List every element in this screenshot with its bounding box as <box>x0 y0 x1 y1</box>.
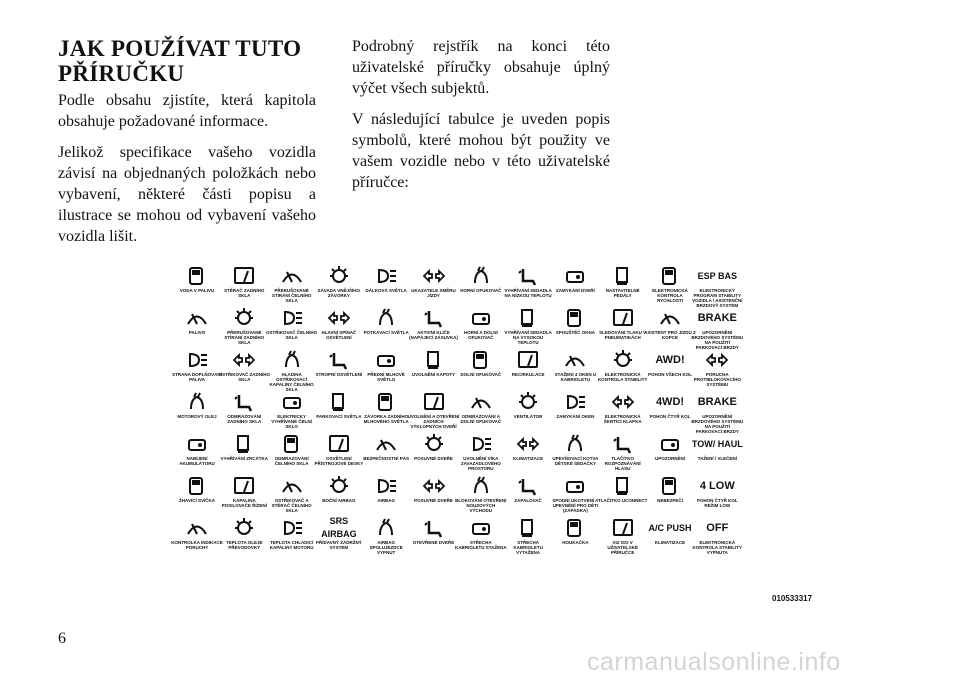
water-in-fuel-icon <box>171 265 223 287</box>
hazard-2-icon <box>644 475 696 497</box>
headlight-switch-icon <box>313 307 365 329</box>
symbol-label: STAŽENÍ 4 OKEN U KABRIOLETU <box>554 372 597 382</box>
symbol-cell <box>597 391 649 424</box>
symbol-cell <box>691 349 743 387</box>
liftgate-open-icon <box>408 391 460 413</box>
symbol-label: NASTAVITELNÉ PEDÁLY <box>605 288 640 298</box>
intermittent-rear-wiper-icon <box>218 307 270 329</box>
symbol-label: HOUKAČKA <box>562 540 589 545</box>
4wd-icon <box>644 349 696 371</box>
symbol-label: VYHŘÍVÁNÍ ZRCÁTKA <box>220 456 269 461</box>
symbol-label: POHON ČTYŘ KOL <box>649 414 691 419</box>
voice-icon <box>597 433 649 455</box>
transmission-temp-icon <box>218 517 270 539</box>
4-low-icon <box>691 475 743 497</box>
symbol-cell <box>691 517 743 555</box>
symbol-cell <box>313 391 365 419</box>
symbol-cell <box>597 475 649 503</box>
symbol-label: SPODNÍ UKOTVENÍ A UPEVNĚNÍ PRO DĚTI (ZÁPADKA) <box>552 498 599 513</box>
tire-pressure-icon <box>597 307 649 329</box>
symbol-label: NABÍJENÍ AKUMULÁTORU <box>179 456 215 466</box>
page-heading: JAK POUŽÍVAT TUTO PŘÍRUČKU <box>58 36 302 86</box>
windshield-fluid-icon <box>266 349 318 371</box>
symbol-cell <box>171 265 223 293</box>
symbol-label: ELEKTRONICKÁ KONTROLA STABILITY <box>597 372 648 382</box>
symbol-text: ESP BAS <box>697 270 737 281</box>
symbol-label: KLIMATIZACE <box>513 456 544 461</box>
symbol-cell <box>266 475 318 513</box>
symbol-label: VODA V PALIVU <box>179 288 215 293</box>
symbol-cell <box>691 265 743 308</box>
symbol-label: ELEKTRONICKÝ PROGRAM STABILITY VOZIDLA / ASISTENČNÍ BRZDOVÝ SYSTÉM <box>692 288 743 308</box>
symbol-cell <box>171 475 223 503</box>
symbol-cell <box>455 517 507 550</box>
symbol-label: HLADINA OSTŘIKOVACÍ KAPALINY ČELNÍHO SKLA <box>269 372 314 392</box>
symbol-label: TEPLOTA CHLADICÍ KAPALINY MOTORU <box>269 540 314 550</box>
climate-icon <box>502 433 554 455</box>
symbol-label: UPOZORNĚNÍ BRZDOVÉHO SYSTÉMU NA POUŽITÍ PARKOVACÍ BRZDY <box>691 414 744 434</box>
symbol-label: ODMRAZOVÁNÍ ZADNÍHO SKLA <box>227 414 262 424</box>
symbol-label: POHON VŠECH KOL <box>647 372 692 377</box>
brake-system-icon <box>691 391 743 413</box>
symbol-cell <box>313 307 365 340</box>
seat-ventilation-icon <box>502 265 554 287</box>
symbol-label: STĚRAČ ZADNÍHO SKLA <box>224 288 265 298</box>
symbol-label: UPOZORNĚNÍ <box>654 456 685 461</box>
ac-push-icon <box>644 517 696 539</box>
door-lock-icon <box>549 265 601 287</box>
parking-lamp-icon <box>313 391 365 413</box>
symbol-label: AIRBAG SPOLUJEZDCE VYPNUT <box>369 540 403 555</box>
symbol-label: KLIMATIZACE <box>654 540 686 545</box>
symbol-label: PŘEDNÍ MLHOVÉ SVĚTLO <box>367 372 405 382</box>
symbol-cell <box>171 349 223 382</box>
symbol-label: PALIVO <box>188 330 206 335</box>
symbol-cell <box>360 517 412 555</box>
speed-control-icon <box>644 265 696 287</box>
symbol-cell <box>266 433 318 466</box>
symbol-label: ELEKTRONICKÁ ŠKRTÍCÍ KLAPKA <box>603 414 642 424</box>
rear-flap-icon <box>597 391 649 413</box>
symbol-label: ODMRAZOVÁNÍ ČELNÍHO SKLA <box>274 456 309 466</box>
symbol-cell <box>266 349 318 392</box>
4wd-low-icon <box>644 391 696 413</box>
symbol-cell <box>549 517 601 545</box>
symbol-cell <box>455 265 507 293</box>
symbol-label: VIZ ISO V UŽIVATELSKÉ PŘÍRUČCE <box>607 540 638 555</box>
symbol-cell <box>597 517 649 555</box>
sliding-door-2-icon <box>408 475 460 497</box>
symbol-label: STRANA DOPLŇOVÁNÍ PALIVA <box>172 372 222 382</box>
symbol-label: PŘERUŠOVANÉ STÍRÁNÍ ZADNÍHO SKLA <box>224 330 265 345</box>
symbol-cell <box>313 517 365 550</box>
right-paragraph-1: Podrobný rejstřík na konci této uživatelské příručky obsahuje úplný výčet všech subjektů. <box>352 38 610 97</box>
symbol-cell <box>360 307 412 335</box>
srs-icon <box>313 517 365 539</box>
symbol-cell <box>644 265 696 303</box>
figure-code: 010533317 <box>772 594 813 603</box>
symbol-label: PŘERUŠOVANÉ STÍRÁNÍ ČELNÍHO SKLA <box>271 288 312 303</box>
glow-plug-icon <box>171 475 223 497</box>
symbol-cell <box>691 307 743 350</box>
symbol-cell <box>408 475 460 503</box>
roof-icon <box>455 517 507 539</box>
symbol-cell <box>644 475 696 503</box>
symbol-label: UKAZATELE SMĚRU JÍZDY <box>411 288 456 298</box>
stability-control-icon <box>597 349 649 371</box>
symbol-text: TOW/ HAUL <box>691 438 743 449</box>
symbol-cell <box>171 307 223 335</box>
symbol-cell <box>597 433 649 471</box>
symbol-label: BEZPEČNOSTNÍ PÁS <box>363 456 410 461</box>
symbol-cell <box>549 307 601 335</box>
sliding-door-icon <box>408 433 460 455</box>
symbol-label: PARKOVACÍ SVĚTLA <box>316 414 362 419</box>
symbol-text: AWD! <box>655 353 685 366</box>
symbol-label: HORNÍ A DOLNÍ OFUKOVAČ <box>463 330 498 340</box>
symbol-label: AKTIVNÍ KLÍČE (NAPÁJECÍ ZÁSUVKA) <box>409 330 458 340</box>
symbol-cell <box>502 307 554 345</box>
symbol-label: ŽHAVICÍ SVÍČKA <box>179 498 215 503</box>
symbol-cell <box>218 517 270 550</box>
symbol-cell <box>218 307 270 345</box>
watermark: carmanualsonline.info <box>587 648 841 676</box>
window-lock-icon <box>549 349 601 371</box>
symbol-cell <box>691 391 743 434</box>
left-paragraph-1: Podle obsahu zjistíte, která kapitola obsahuje požadované informace. <box>58 92 316 130</box>
turn-signal-icon <box>408 265 460 287</box>
symbol-label: POSUVNÉ DVEŘE <box>414 456 453 461</box>
symbol-label: ZÁVORKA ZADNÍHO MLHOVÉHO SVĚTLA <box>363 414 409 424</box>
symbol-cell <box>360 475 412 503</box>
symbol-cell <box>266 265 318 303</box>
child-lock-icon <box>549 475 601 497</box>
symbol-label: TAŽENÍ / VLEČENÍ <box>697 456 737 461</box>
open-door-icon <box>408 517 460 539</box>
symbol-cell <box>360 349 412 382</box>
symbol-label: HLAVNÍ SPÍNAČ OSVĚTLENÍ <box>321 330 357 340</box>
symbol-label: KONTROLKA INDIKACE PORUCHY <box>171 540 223 550</box>
fuel-icon <box>171 307 223 329</box>
abs-icon <box>691 349 743 371</box>
symbol-cell <box>360 391 412 424</box>
symbol-label: OSTŘIKOVAČ A STĚRAČ ČELNÍHO SKLA <box>271 498 312 513</box>
symbol-label: ELEKTRICKY VYHŘÍVANÉ ČELNÍ SKLO <box>271 414 312 429</box>
front-fog-icon <box>360 349 412 371</box>
symbol-text: BRAKE <box>697 311 737 324</box>
symbol-cell <box>218 265 270 298</box>
symbol-label: VENTILÁTOR <box>513 414 543 419</box>
symbol-label: ZAPALOVAČ <box>514 498 542 503</box>
hazard-icon <box>644 433 696 455</box>
liftgate-glass-icon <box>455 433 507 455</box>
symbol-label: BLOKOVÁNÍ OTEVŘENÍ NOUZOVÝCH VÝCHODŮ <box>455 498 507 513</box>
symbol-cell <box>502 349 554 377</box>
symbol-cell <box>171 517 223 550</box>
check-engine-icon <box>171 517 223 539</box>
symbol-label: OSTŘIKOVAČ ZADNÍHO SKLA <box>218 372 270 382</box>
symbol-label: DÁLKOVÁ SVĚTLA <box>365 288 407 293</box>
symbol-cell <box>644 349 696 377</box>
symbol-label: TLAČÍTKO ROZPOZNÁVÁNÍ HLASU <box>604 456 641 471</box>
symbol-cell <box>218 433 270 461</box>
symbol-label: ELEKTRONICKÁ KONTROLA RYCHLOSTI <box>652 288 688 303</box>
symbol-label: OSTŘIKOVAČ ČELNÍHO SKLA <box>266 330 318 340</box>
brake-warning-icon <box>691 307 743 329</box>
symbol-cell <box>597 307 649 340</box>
coolant-temp-icon <box>266 517 318 539</box>
symbol-cell <box>360 433 412 461</box>
symbol-cell <box>408 433 460 461</box>
symbol-cell <box>266 391 318 429</box>
recirculation-icon <box>502 349 554 371</box>
right-paragraph-2: V následující tabulce je uveden popis symbolů, které mohou být použity ve vašem vozidle nebo v této uživatelské příručce: <box>352 111 610 191</box>
symbol-cell <box>691 475 743 508</box>
rear-wiper-icon <box>218 265 270 287</box>
symbol-cell <box>408 517 460 545</box>
symbol-label: UVOLNĚNÍ A OTEVŘENÍ ZADNÍCH VÝKLOPNÝCH DVEŘÍ <box>407 414 460 429</box>
hood-open-icon <box>408 349 460 371</box>
symbol-label: OSVĚTLENÍ PŘÍSTROJOVÉ DESKY <box>314 456 364 466</box>
symbol-cell <box>644 433 696 461</box>
symbol-cell <box>171 391 223 419</box>
symbol-label: TLAČÍTKO UCONNECT <box>597 498 648 503</box>
symbol-cell <box>408 391 460 429</box>
symbol-label: UPOZORNĚNÍ BRZDOVÉHO SYSTÉMU NA POUŽITÍ PARKOVACÍ BRZDY <box>691 330 744 350</box>
symbol-cell <box>549 391 601 419</box>
symbol-cell <box>171 433 223 466</box>
symbol-cell <box>360 265 412 293</box>
symbol-label: UPEVŇOVACÍ KOTVA DĚTSKÉ SEDAČKY <box>552 456 599 466</box>
symbol-cell <box>549 475 601 513</box>
esp-off-icon <box>691 517 743 539</box>
symbol-cell <box>502 517 554 555</box>
seat-belt-icon <box>360 433 412 455</box>
symbol-text: A/C PUSH <box>648 522 692 533</box>
symbol-cell <box>644 517 696 545</box>
symbol-cell <box>408 265 460 298</box>
child-seat-icon <box>549 433 601 455</box>
symbol-cell <box>502 475 554 503</box>
lower-defrost-icon <box>455 349 507 371</box>
symbol-label: STROPNÍ OSVĚTLENÍ <box>315 372 363 377</box>
left-paragraph-2: Jelikož specifikace vašeho vozidla závisí na objednaných položkách nebo vybavení, některé části popisu a ilustrace se mohou od vybavení vašeho vozidla lišit. <box>58 144 316 245</box>
symbol-text: 4WD! <box>655 395 685 408</box>
symbol-cell <box>266 517 318 550</box>
symbol-cell <box>266 307 318 340</box>
symbol-cell <box>455 475 507 513</box>
window-switch-icon <box>549 307 601 329</box>
symbol-label: RECIRKULACE <box>511 372 545 377</box>
key-fob-icon <box>408 307 460 329</box>
symbol-label: ELEKTRONICKÁ KONTROLA STABILITY VYPNUTA <box>692 540 743 555</box>
symbol-cell <box>218 475 270 508</box>
symbol-cell <box>455 391 507 424</box>
heated-mirror-icon <box>218 433 270 455</box>
headlamp-washer-icon <box>266 475 318 497</box>
uconnect-icon <box>597 475 649 497</box>
symbol-label: STŘECHA KABRIOLETU STAŽENA <box>454 540 507 550</box>
cigar-lighter-icon <box>502 475 554 497</box>
symbol-cell <box>455 433 507 471</box>
washer-fluid-icon <box>218 475 270 497</box>
symbol-label: NEBEZPEČÍ <box>657 498 683 503</box>
symbol-cell <box>502 265 554 298</box>
fan-icon <box>502 391 554 413</box>
page-number: 6 <box>58 630 66 647</box>
symbol-label: UVOLNĚNÍ KAPOTY <box>411 372 456 377</box>
symbol-label: SLEDOVÁNÍ TLAKU V PNEUMATIKÁCH <box>599 330 647 340</box>
symbol-cell <box>597 349 649 382</box>
symbol-label: KAPALINA POSILOVAČE ŘÍZENÍ <box>221 498 267 508</box>
symbol-label: STŘECHA KABRIOLETU VYTAŽENA <box>513 540 543 555</box>
airbag-off-icon <box>313 475 365 497</box>
rear-defrost-icon <box>218 391 270 413</box>
symbol-label: PŘÍDAVNÝ ZÁDRŽNÝ SYSTÉM <box>316 540 362 550</box>
symbol-label: BOČNÍ AIRBAG <box>322 498 356 503</box>
oil-pressure-icon <box>171 391 223 413</box>
roof-up-icon <box>502 517 554 539</box>
symbol-cell <box>455 349 507 377</box>
heated-windshield-icon <box>266 391 318 413</box>
symbol-label: ZAMYKÁNÍ DVEŘÍ <box>556 288 595 293</box>
symbol-label: ASISTENT PRO JÍZDU Z KOPCE <box>644 330 696 340</box>
symbol-text: OFF <box>706 521 729 534</box>
trunk-release-icon <box>455 475 507 497</box>
symbol-label: VYHŘÍVÁNÍ SEDADLA NA VYSOKOU TEPLOTU <box>504 330 552 345</box>
symbol-label: SPOUŠTĚČ OKNA <box>555 330 596 335</box>
symbol-label: DOLNÍ OFUKOVAČ <box>460 372 502 377</box>
symbol-label: VYHŘÍVÁNÍ SEDADLA NA NÍZKOU TEPLOTU <box>504 288 552 298</box>
symbol-cell <box>313 433 365 466</box>
symbol-cell <box>597 265 649 298</box>
symbol-cell <box>549 433 601 466</box>
symbol-label: AIRBAG <box>377 498 396 503</box>
symbol-cell <box>549 349 601 382</box>
horn-icon <box>549 517 601 539</box>
symbol-cell <box>218 349 270 382</box>
upper-lower-defrost-icon <box>455 307 507 329</box>
symbol-label: PORUCHA PROTIBLOKOVACÍHO SYSTÉMU <box>693 372 741 387</box>
symbol-text: 4 LOW <box>699 479 735 492</box>
upper-defrost-icon <box>455 265 507 287</box>
symbol-label: ZÁVADA VNĚJŠÍHO ZÁVORKY <box>317 288 361 298</box>
dome-light-icon <box>313 349 365 371</box>
symbol-cell <box>644 391 696 419</box>
symbol-text: BRAKE <box>697 395 737 408</box>
high-beam-icon <box>360 265 412 287</box>
symbol-label: TEPLOTA OLEJE PŘEVODOVKY <box>226 540 263 550</box>
symbol-cell <box>691 433 743 461</box>
windshield-washer-icon <box>266 307 318 329</box>
defrost-fan-icon <box>455 391 507 413</box>
intermittent-wiper-icon <box>266 265 318 287</box>
symbol-cell <box>313 265 365 298</box>
passenger-airbag-icon <box>360 517 412 539</box>
symbol-cell <box>408 307 460 340</box>
rear-washer-icon <box>218 349 270 371</box>
symbol-cell <box>549 265 601 293</box>
fuel-door-side-icon <box>171 349 223 371</box>
symbol-cell <box>455 307 507 340</box>
symbol-label: POTKÁVACÍ SVĚTLA <box>363 330 409 335</box>
exterior-lamp-fault-icon <box>313 265 365 287</box>
left-column <box>58 36 316 257</box>
symbol-label: ODMRAZOVÁNÍ A DOLNÍ OFUKOVAČ <box>460 414 502 424</box>
rear-fog-icon <box>360 391 412 413</box>
symbol-label: OTEVŘENÉ DVEŘE <box>412 540 455 545</box>
esp-bas-icon <box>691 265 743 287</box>
front-defrost-icon <box>266 433 318 455</box>
symbol-text: SRS AIRBAG <box>321 516 357 539</box>
battery-icon <box>171 433 223 455</box>
symbol-label: POSUVNÉ DVEŘE <box>414 498 453 503</box>
manual-icon <box>597 517 649 539</box>
symbol-cell <box>218 391 270 424</box>
symbol-label: POHON ČTYŘ KOL REŽIM LOW <box>696 498 738 508</box>
symbol-label: ZAMYKÁNÍ OKEN <box>556 414 595 419</box>
symbol-cell <box>502 391 554 419</box>
panel-dimmer-icon <box>313 433 365 455</box>
window-lockout-icon <box>549 391 601 413</box>
parking-lights-icon <box>360 307 412 329</box>
airbag-icon <box>360 475 412 497</box>
symbol-cell <box>408 349 460 377</box>
symbol-label: UVOLNĚNÍ VÍKA ZAVAZADLOVÉHO PROSTORU <box>460 456 501 471</box>
symbol-cell <box>502 433 554 461</box>
right-column <box>352 36 610 203</box>
symbol-cell <box>644 307 696 340</box>
tow-haul-icon <box>691 433 743 455</box>
hill-start-icon <box>644 307 696 329</box>
adjustable-pedals-icon <box>597 265 649 287</box>
symbol-cell <box>313 349 365 377</box>
symbol-label: HORNÍ OFUKOVAČ <box>460 288 502 293</box>
symbol-label: MOTOROVÝ OLEJ <box>177 414 217 419</box>
seat-heat-high-icon <box>502 307 554 329</box>
symbol-cell <box>313 475 365 503</box>
